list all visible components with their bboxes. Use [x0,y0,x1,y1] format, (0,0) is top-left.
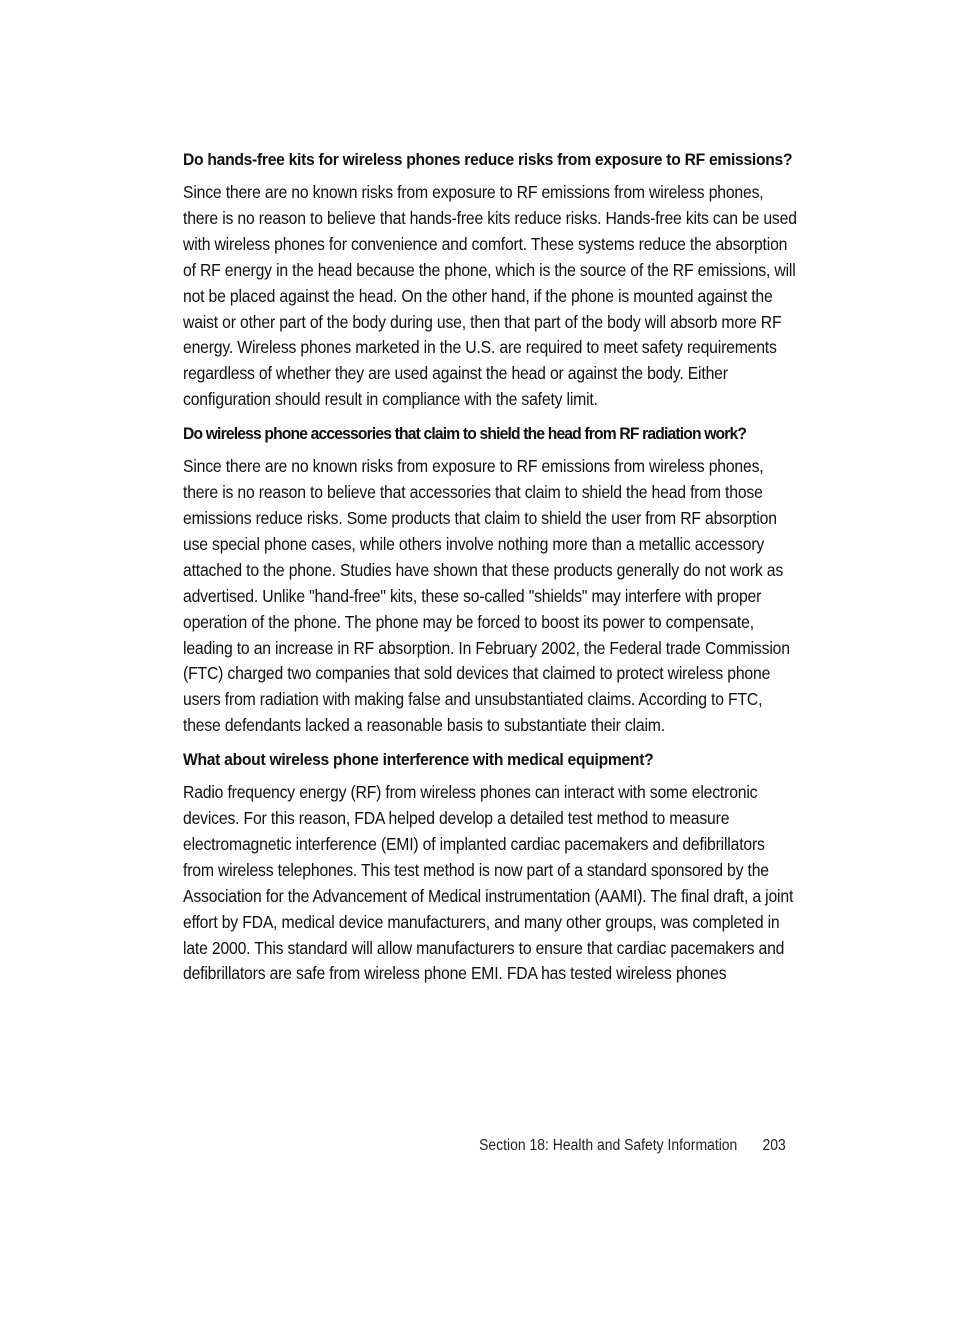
page-content [183,147,799,995]
footer-section-label: Section 18: Health and Safety Information [479,1137,738,1154]
page-number: 203 [762,1137,786,1154]
answer-paragraph-medical-interference: Radio frequency energy (RF) from wireless phones can interact with some electronic devices. For this reason, FDA helped develop a detailed test method to measure electromagnetic interference (EMI) of implanted cardiac pacemakers and defibrillators from wireless telephones. This test method is now part of a standard sponsored by the Association for the Advancement of Medical instrumentation (AAMI). The final draft, a joint effort by FDA, medical device manufacturers, and many other groups, was completed in late 2000. This standard will allow manufacturers to ensure that cardiac pacemakers and defibrillators are safe from wireless phone EMI. FDA has tested wireless phones [183,782,794,984]
question-heading-hands-free-kits: Do hands-free kits for wireless phones reduce risks from exposure to RF emissions? [183,150,793,169]
question-heading-shield-accessories: Do wireless phone accessories that claim to shield the head from RF radiation work? [183,424,747,444]
page-footer [479,1136,786,1156]
answer-paragraph-shield-accessories: Since there are no known risks from exposure to RF emissions from wireless phones, there is no reason to believe that accessories that claim to shield the head from those emissions reduce risks. Some products that claim to shield the user from RF absorption use special phone cases, while others involve nothing more than a metallic accessory attached to the phone. Studies have shown that these products generally do not work as advertised. Unlike "hand-free" kits, these so-called "shields" may interfere with proper operation of the phone. The phone may be forced to boost its power to compensate, leading to an increase in RF absorption. In February 2002, the Federal trade Commission (FTC) charged two companies that sold devices that claimed to protect wireless phone users from radiation with making false and unsubstantiated claims. According to FTC, these defendants lacked a reasonable basis to substantiate their claim. [183,456,790,736]
answer-paragraph-hands-free-kits: Since there are no known risks from exposure to RF emissions from wireless phones, there is no reason to believe that hands-free kits reduce risks. Hands-free kits can be used with wireless phones for convenience and comfort. These systems reduce the absorption of RF energy in the head because the phone, which is the source of the RF emissions, will not be placed against the head. On the other hand, if the phone is mounted against the waist or other part of the body during use, then that part of the body will absorb more RF energy. Wireless phones marketed in the U.S. are required to meet safety requirements regardless of whether they are used against the head or against the body. Either configuration should result in compliance with the safety limit. [183,182,797,410]
question-heading-medical-interference: What about wireless phone interference with medical equipment? [183,750,654,770]
